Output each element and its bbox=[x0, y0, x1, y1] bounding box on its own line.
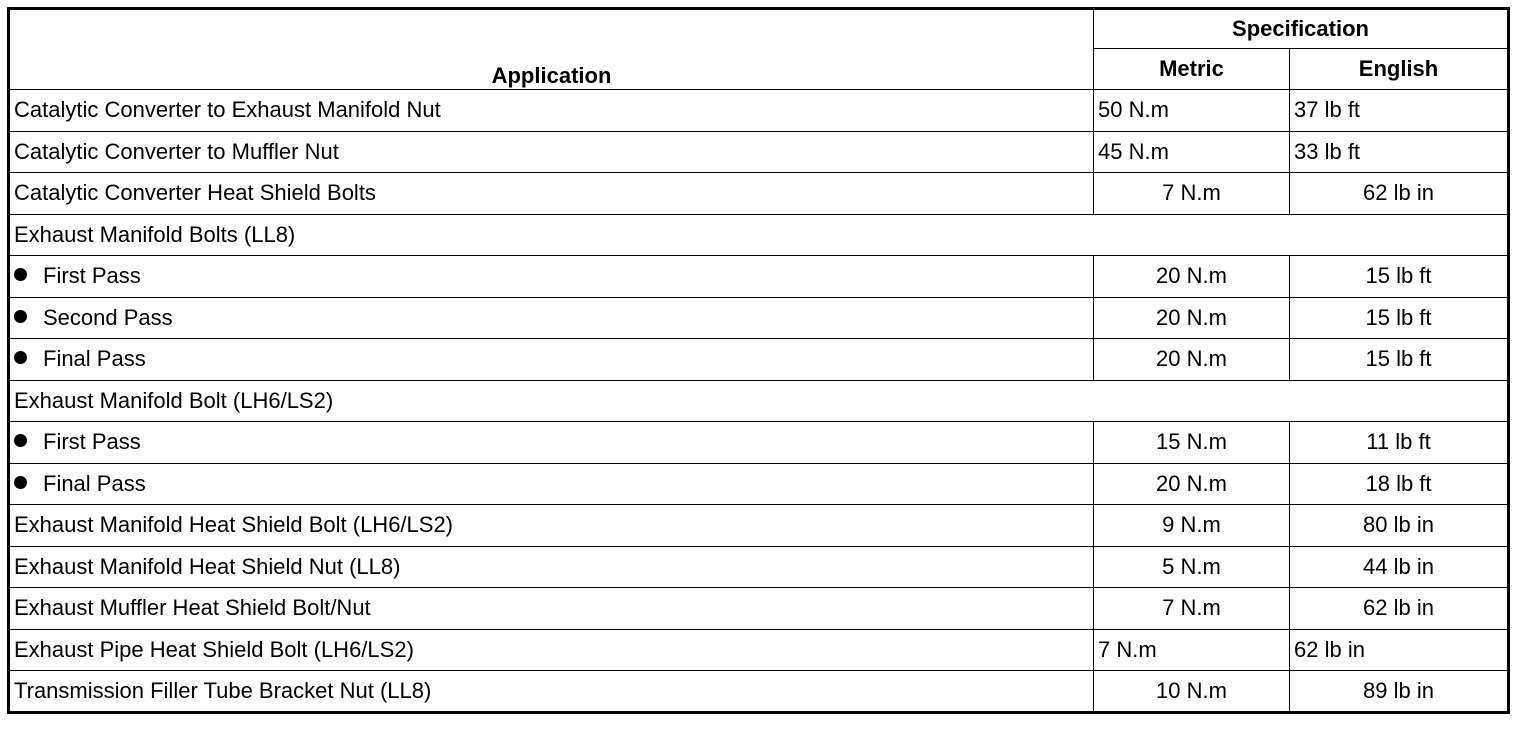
metric-cell: 7 N.m bbox=[1094, 588, 1290, 630]
table-row bbox=[9, 256, 1509, 298]
metric-cell: 20 N.m bbox=[1094, 339, 1290, 381]
application-cell: Exhaust Manifold Heat Shield Bolt (LH6/LS2) bbox=[9, 505, 1094, 547]
english-cell: 15 lb ft bbox=[1290, 339, 1509, 381]
specification-header: Specification bbox=[1094, 9, 1509, 49]
application-cell: Catalytic Converter to Muffler Nut bbox=[9, 131, 1094, 173]
english-cell: 37 lb ft bbox=[1290, 90, 1509, 132]
metric-cell: 7 N.m bbox=[1094, 629, 1290, 671]
table-row bbox=[9, 588, 1509, 630]
english-header: English bbox=[1290, 49, 1509, 90]
application-cell bbox=[9, 463, 1094, 505]
group-header-row bbox=[9, 380, 1509, 422]
application-cell: Transmission Filler Tube Bracket Nut (LL8) bbox=[9, 671, 1094, 713]
metric-cell: 7 N.m bbox=[1094, 173, 1290, 215]
english-cell: 80 lb in bbox=[1290, 505, 1509, 547]
table-row bbox=[9, 505, 1509, 547]
english-cell: 18 lb ft bbox=[1290, 463, 1509, 505]
group-header-row bbox=[9, 214, 1509, 256]
english-cell: 15 lb ft bbox=[1290, 256, 1509, 298]
application-cell bbox=[9, 339, 1094, 381]
metric-cell: 15 N.m bbox=[1094, 422, 1290, 464]
application-header: Application bbox=[9, 9, 1094, 90]
group-header-cell: Exhaust Manifold Bolt (LH6/LS2) bbox=[9, 380, 1509, 422]
metric-cell: 20 N.m bbox=[1094, 256, 1290, 298]
bullet-icon bbox=[14, 268, 27, 281]
english-cell: 62 lb in bbox=[1290, 173, 1509, 215]
application-cell bbox=[9, 297, 1094, 339]
english-cell: 89 lb in bbox=[1290, 671, 1509, 713]
english-cell: 15 lb ft bbox=[1290, 297, 1509, 339]
metric-cell: 20 N.m bbox=[1094, 463, 1290, 505]
application-cell bbox=[9, 256, 1094, 298]
bullet-icon bbox=[14, 476, 27, 489]
bullet-icon bbox=[14, 351, 27, 364]
application-cell: Exhaust Muffler Heat Shield Bolt/Nut bbox=[9, 588, 1094, 630]
table-row bbox=[9, 173, 1509, 215]
application-cell: Exhaust Pipe Heat Shield Bolt (LH6/LS2) bbox=[9, 629, 1094, 671]
english-cell: 44 lb in bbox=[1290, 546, 1509, 588]
application-label: Final Pass bbox=[43, 346, 146, 372]
application-label: First Pass bbox=[43, 263, 141, 289]
english-cell: 62 lb in bbox=[1290, 588, 1509, 630]
metric-cell: 50 N.m bbox=[1094, 90, 1290, 132]
english-cell: 33 lb ft bbox=[1290, 131, 1509, 173]
metric-cell: 9 N.m bbox=[1094, 505, 1290, 547]
metric-cell: 20 N.m bbox=[1094, 297, 1290, 339]
application-label: Second Pass bbox=[43, 304, 173, 330]
application-cell bbox=[9, 422, 1094, 464]
metric-header: Metric bbox=[1094, 49, 1290, 90]
metric-cell: 5 N.m bbox=[1094, 546, 1290, 588]
application-cell: Catalytic Converter Heat Shield Bolts bbox=[9, 173, 1094, 215]
application-cell: Exhaust Manifold Heat Shield Nut (LL8) bbox=[9, 546, 1094, 588]
table-row bbox=[9, 297, 1509, 339]
application-label: First Pass bbox=[43, 429, 141, 455]
table-row bbox=[9, 629, 1509, 671]
english-cell: 11 lb ft bbox=[1290, 422, 1509, 464]
table-row bbox=[9, 131, 1509, 173]
bullet-icon bbox=[14, 434, 27, 447]
application-cell: Catalytic Converter to Exhaust Manifold Nut bbox=[9, 90, 1094, 132]
table-row bbox=[9, 90, 1509, 132]
metric-cell: 45 N.m bbox=[1094, 131, 1290, 173]
table-row bbox=[9, 339, 1509, 381]
metric-cell: 10 N.m bbox=[1094, 671, 1290, 713]
english-cell: 62 lb in bbox=[1290, 629, 1509, 671]
table-row bbox=[9, 422, 1509, 464]
application-label: Final Pass bbox=[43, 470, 146, 496]
table-row bbox=[9, 463, 1509, 505]
table-row bbox=[9, 671, 1509, 713]
table-row bbox=[9, 546, 1509, 588]
group-header-cell: Exhaust Manifold Bolts (LL8) bbox=[9, 214, 1509, 256]
fastener-spec-table bbox=[7, 7, 1510, 714]
bullet-icon bbox=[14, 310, 27, 323]
